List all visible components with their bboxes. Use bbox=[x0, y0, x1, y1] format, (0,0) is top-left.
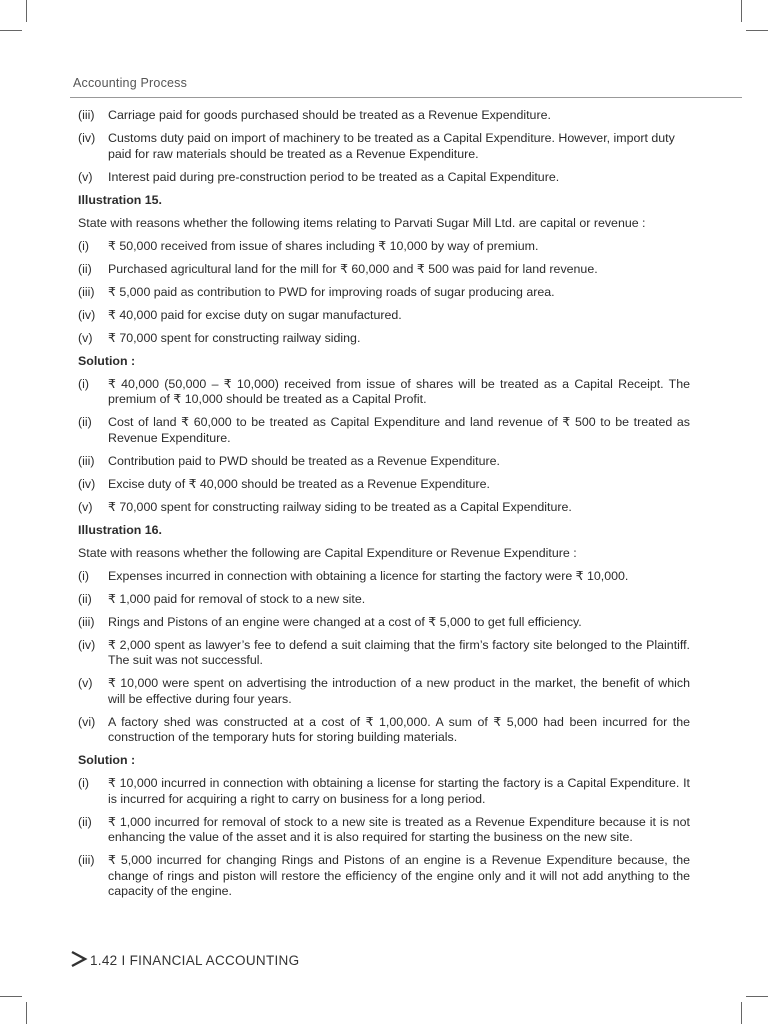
illustration-15-title: Illustration 15. bbox=[78, 192, 162, 207]
illustration-15-question: State with reasons whether the following items relating to Parvati Sugar Mill Ltd. are capital or revenue : bbox=[78, 215, 646, 230]
list-item: (ii) Purchased agricultural land for the mill for ₹ 60,000 and ₹ 500 was paid for land revenue. bbox=[78, 261, 598, 276]
header-rule bbox=[70, 97, 742, 98]
list-item: (ii) ₹ 1,000 paid for removal of stock to a new site. bbox=[78, 591, 366, 606]
crop-mark bbox=[26, 1002, 27, 1024]
list-item: (iii) ₹ 5,000 incurred for changing Rings and Pistons of an engine is a Revenue Expenditure because, the change of rings and piston will restore the efficiency of the engine only and it will not add anything to the capacity of the engine. bbox=[78, 853, 690, 898]
list-item: (iv) ₹ 40,000 paid for excise duty on sugar manufactured. bbox=[78, 307, 402, 322]
solution-16-title: Solution : bbox=[78, 753, 136, 767]
illustration-16-items bbox=[78, 569, 690, 746]
list-item: (iv) Excise duty of ₹ 40,000 should be treated as a Revenue Expenditure. bbox=[78, 476, 490, 491]
list-item: (ii) Cost of land ₹ 60,000 to be treated as Capital Expenditure and land revenue of ₹ 500 to be treated as Revenue Expenditure. bbox=[78, 415, 690, 445]
solution-15-title: Solution : bbox=[78, 353, 136, 368]
list-item: (i) Expenses incurred in connection with obtaining a licence for starting the factory were ₹ 10,000. bbox=[78, 568, 629, 583]
list-item: (iii) Carriage paid for goods purchased should be treated as a Revenue Expenditure. bbox=[78, 108, 551, 122]
list-item: (vi) A factory shed was constructed at a cost of ₹ 1,00,000. A sum of ₹ 5,000 had been incurred for the construction of the temporary huts for storing building materials. bbox=[78, 714, 690, 744]
running-header: Accounting Process bbox=[73, 76, 188, 90]
crop-mark bbox=[0, 996, 22, 997]
page-footer bbox=[70, 950, 299, 971]
solution-16-items bbox=[78, 776, 690, 900]
page-content bbox=[78, 108, 690, 907]
crop-mark bbox=[26, 0, 27, 22]
footer-text: 1.42 I FINANCIAL ACCOUNTING bbox=[90, 953, 300, 968]
list-item: (v) ₹ 70,000 spent for constructing railway siding to be treated as a Capital Expenditure. bbox=[78, 499, 572, 514]
list-item: (i) ₹ 40,000 (50,000 – ₹ 10,000) received from issue of shares will be treated as a Capital Receipt. The premium of ₹ 10,000 should be treated as a Capital Profit. bbox=[78, 376, 690, 406]
list-item: (v) ₹ 10,000 were spent on advertising the introduction of a new product in the market, the benefit of which will be effective during four years. bbox=[78, 676, 690, 706]
list-item: (iv) Customs duty paid on import of machinery to be treated as a Capital Expenditure. However, import duty paid for raw materials should be treated as a Revenue Expenditure. bbox=[78, 131, 675, 161]
list-item: (i) ₹ 10,000 incurred in connection with obtaining a license for starting the factory is a Capital Expenditure. It is incurred for acquiring a right to carry on business for a long period. bbox=[78, 776, 690, 806]
illustration-16-title: Illustration 16. bbox=[78, 522, 162, 537]
list-item: (ii) ₹ 1,000 incurred for removal of stock to a new site is treated as a Revenue Expenditure because it is not enhancing the value of the asset and it is also required for starting the business on the new site. bbox=[78, 814, 690, 844]
list-item: (iv) ₹ 2,000 spent as lawyer’s fee to defend a suit claiming that the firm’s factory site belonged to the Plaintiff. The suit was not successful. bbox=[78, 637, 690, 667]
solution-15-items bbox=[78, 377, 690, 516]
intro-list bbox=[78, 108, 690, 185]
list-item: (i) ₹ 50,000 received from issue of shares including ₹ 10,000 by way of premium. bbox=[78, 238, 539, 253]
list-item: (v) ₹ 70,000 spent for constructing railway siding. bbox=[78, 330, 361, 345]
crop-mark bbox=[741, 0, 742, 22]
list-item: (v) Interest paid during pre-construction period to be treated as a Capital Expenditure. bbox=[78, 169, 560, 184]
illustration-16-question: State with reasons whether the following are Capital Expenditure or Revenue Expenditure : bbox=[78, 545, 577, 560]
illustration-15-items bbox=[78, 239, 690, 347]
crop-mark bbox=[741, 1002, 742, 1024]
list-item: (iii) Rings and Pistons of an engine were changed at a cost of ₹ 5,000 to get full efficiency. bbox=[78, 614, 582, 629]
chevron-right-icon bbox=[70, 950, 90, 971]
list-item: (iii) Contribution paid to PWD should be treated as a Revenue Expenditure. bbox=[78, 453, 500, 468]
crop-mark bbox=[746, 996, 768, 997]
list-item: (iii) ₹ 5,000 paid as contribution to PWD for improving roads of sugar producing area. bbox=[78, 284, 555, 299]
crop-mark bbox=[746, 30, 768, 31]
crop-mark bbox=[0, 30, 22, 31]
